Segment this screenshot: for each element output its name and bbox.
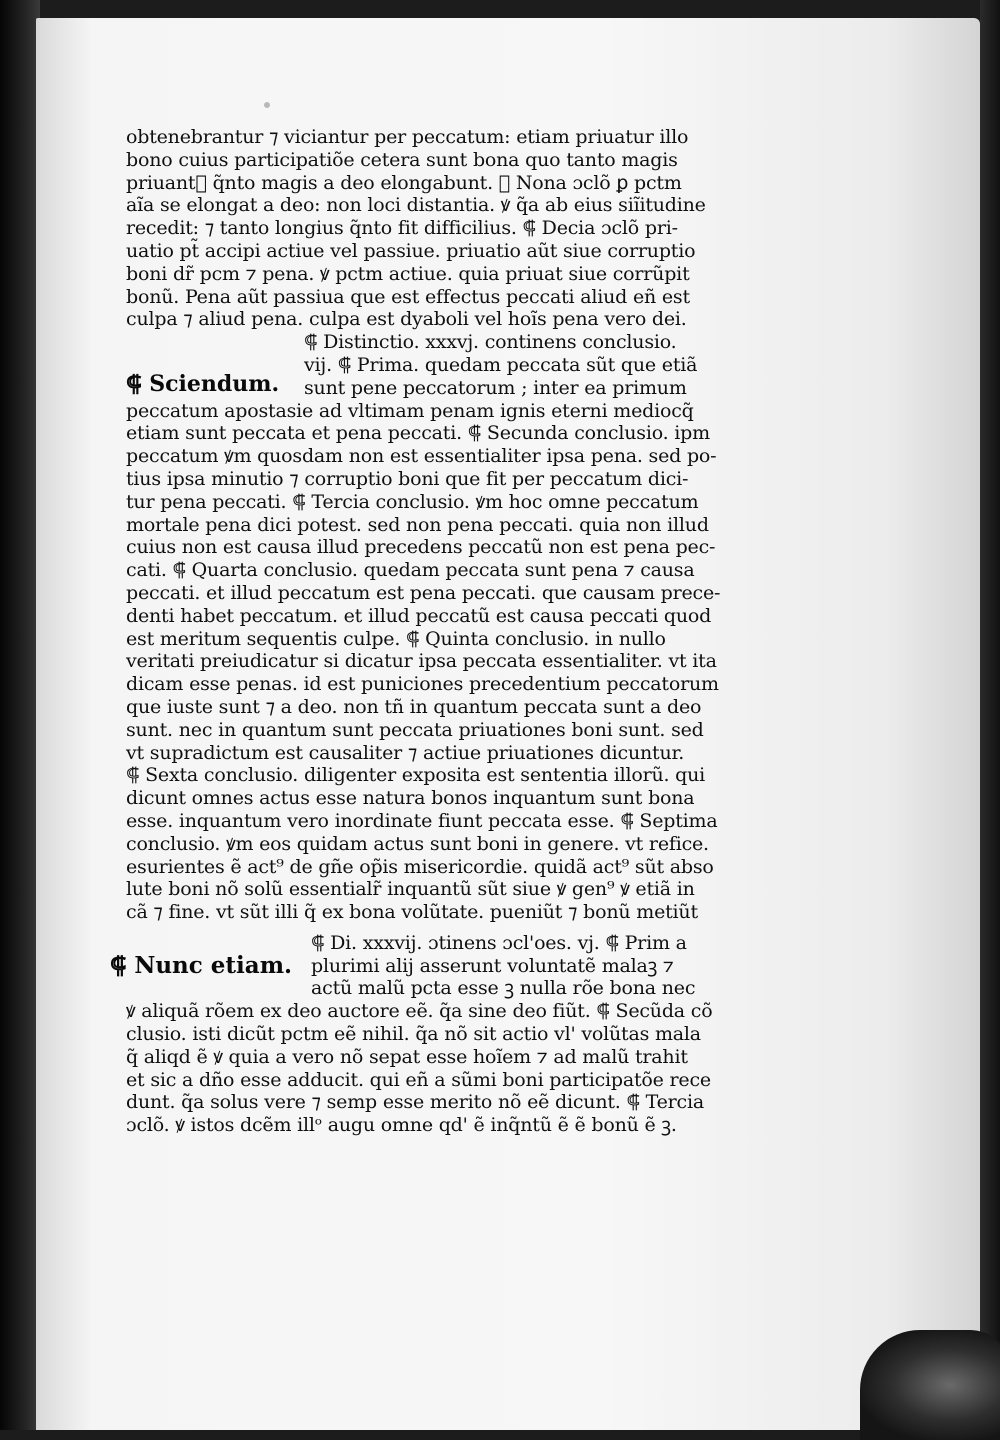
text-line: clusio. isti dicũt pctm eẽ nihil. q̃a nõ sit actio vl' volũtas mala bbox=[126, 1023, 701, 1046]
text-line: dunt. q̃a solus vere ⁊ semp esse merito nõ eẽ dicunt. ⸿ Tercia bbox=[126, 1091, 704, 1114]
text-line: que iuste sunt ⁊ a deo. non tñ in quantum peccata sunt a deo bbox=[126, 695, 702, 718]
text-line: culpa ⁊ aliud pena. culpa est dyaboli vel hoĩs pena vero dei. bbox=[126, 308, 687, 331]
text-line: ꝟ aliquã rõem ex deo auctore eẽ. q̃a sine deo fiũt. ⸿ Secũda cõ bbox=[126, 1000, 713, 1023]
reader-thumb bbox=[860, 1330, 1000, 1440]
book-page bbox=[36, 18, 980, 1430]
text-line: ɔclõ. ꝟ istos dcẽm illᵒ augu omne qd' ẽ inq̃ntũ ẽ ẽ bonũ ẽ ꝫ. bbox=[126, 1114, 677, 1137]
text-line: ⸿ Sexta conclusio. diligenter exposita est sententia illorũ. qui bbox=[126, 764, 706, 787]
text-line: recedit: ⁊ tanto longius q̃nto fit difficilius. ⸿ Decia ɔclõ pri- bbox=[126, 217, 678, 240]
section-heading-nunc-etiam: ⸿ Nunc etiam. bbox=[110, 952, 293, 979]
text-line: priuantᷓ q̃nto magis a deo elongabunt. ⸿ Nona ɔclõ ꝑ pctm bbox=[126, 171, 682, 194]
text-line: sunt. nec in quantum sunt peccata priuationes boni sunt. sed bbox=[126, 718, 704, 741]
text-line: esurientes ẽ act⁹ de gñe op̃is misericordie. quidã act⁹ sũt abso bbox=[126, 855, 714, 878]
text-line: etiam sunt peccata et pena peccati. ⸿ Secunda conclusio. ipm bbox=[126, 422, 710, 445]
text-line: peccati. et illud peccatum est pena peccati. que causam prece- bbox=[126, 581, 721, 604]
text-column bbox=[126, 126, 766, 1137]
text-line: peccatum apostasie ad vltimam penam ignis eterni mediocq̃ bbox=[126, 399, 694, 422]
text-line: dicam esse penas. id est puniciones precedentium peccatorum bbox=[126, 673, 719, 696]
text-line: cã ⁊ fine. vt sũt illi q̃ ex bona volũtate. pueniũt ⁊ bonũ metiũt bbox=[126, 901, 698, 924]
text-line: dicunt omnes actus esse natura bonos inquantum sunt bona bbox=[126, 787, 695, 810]
section-heading-sciendum: ⸿ Sciendum. bbox=[126, 371, 280, 397]
page-edge-shadow bbox=[980, 0, 1000, 1430]
text-line: uatio pt̃ accipi actiue vel passiue. priuatio aũt siue corruptio bbox=[126, 239, 696, 262]
text-line: esse. inquantum vero inordinate fiunt peccata esse. ⸿ Septima bbox=[126, 809, 718, 832]
text-line: mortale pena dici potest. sed non pena peccati. quia non illud bbox=[126, 513, 709, 536]
text-line: aĩa se elongat a deo: non loci distantia. ꝟ q̃a ab eius siĩitudine bbox=[126, 194, 706, 217]
text-line: bono cuius participatiõe cetera sunt bona quo tanto magis bbox=[126, 148, 678, 171]
text-line: lute boni nõ solũ essentialr̃ inquantũ sũt siue ꝟ gen⁹ ꝟ etiã in bbox=[126, 878, 695, 901]
paper-speck bbox=[264, 102, 270, 108]
text-line: boni dr̃ pcm ⁊ pena. ꝟ pctm actiue. quia priuat siue corrũpit bbox=[126, 262, 690, 285]
book-binding-shadow bbox=[0, 0, 40, 1430]
text-line: plurimi alij asserunt voluntatẽ malaꝫ ⁊ bbox=[311, 954, 674, 977]
text-line: vij. ⸿ Prima. quedam peccata sũt que etiã bbox=[304, 353, 698, 376]
text-line: conclusio. ꝟm eos quidam actus sunt boni in genere. vt refice. bbox=[126, 832, 709, 855]
text-line: et sic a dño esse adducit. qui eñ a sũmi boni participatõe rece bbox=[126, 1068, 711, 1091]
text-line: tius ipsa minutio ⁊ corruptio boni que fit per peccatum dici- bbox=[126, 467, 689, 490]
text-line: actũ malũ pcta esse ꝫ nulla rõe bona nec bbox=[311, 977, 696, 1000]
text-line: bonũ. Pena aũt passiua que est effectus peccati aliud eñ est bbox=[126, 285, 690, 308]
text-line: q̃ aliqd ẽ ꝟ quia a vero nõ sepat esse hoĩem ⁊ ad malũ trahit bbox=[126, 1045, 688, 1068]
text-line: sunt pene peccatorum ; inter ea primum bbox=[304, 376, 687, 399]
text-line: ⸿ Distinctio. xxxvj. continens conclusio. bbox=[304, 331, 677, 354]
text-line: vt supradictum est causaliter ⁊ actiue priuationes dicuntur. bbox=[126, 741, 685, 764]
text-line: denti habet peccatum. et illud peccatũ est causa peccati quod bbox=[126, 604, 712, 627]
text-line: obtenebrantur ⁊ viciantur per peccatum: etiam priuatur illo bbox=[126, 126, 689, 148]
text-line: ⸿ Di. xxxvij. ɔtinens ɔcl'oes. vj. ⸿ Prim a bbox=[311, 931, 687, 954]
text-line: veritati preiudicatur si dicatur ipsa peccata essentialiter. vt ita bbox=[126, 650, 717, 673]
text-line: est meritum sequentis culpe. ⸿ Quinta conclusio. in nullo bbox=[126, 627, 666, 650]
text-line: cati. ⸿ Quarta conclusio. quedam peccata sunt pena ⁊ causa bbox=[126, 559, 695, 582]
text-line: tur pena peccati. ⸿ Tercia conclusio. ꝟm hoc omne peccatum bbox=[126, 490, 699, 513]
text-line: cuius non est causa illud precedens peccatũ non est pena pec- bbox=[126, 536, 716, 559]
text-line: peccatum ꝟm quosdam non est essentialiter ipsa pena. sed po- bbox=[126, 445, 717, 468]
